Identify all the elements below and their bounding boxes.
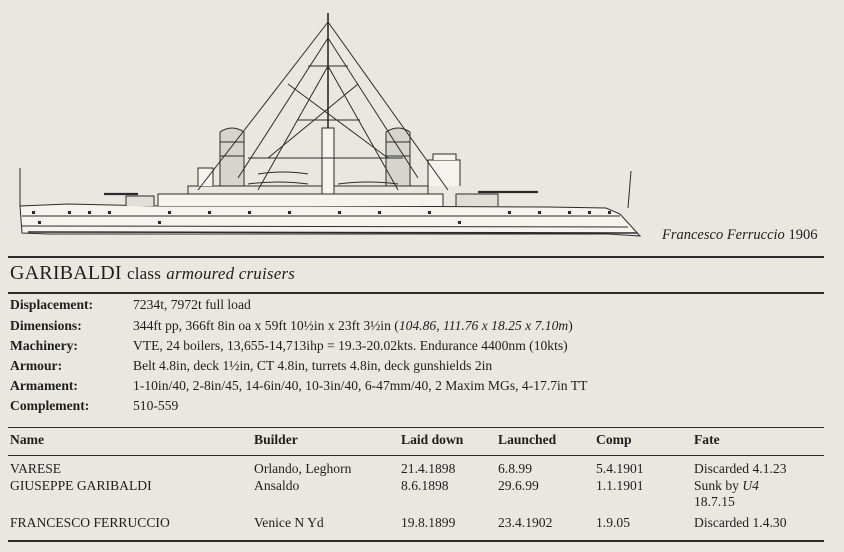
rule-under-heading [8, 292, 824, 294]
col-fate: Fate [694, 432, 720, 447]
row-builder: Venice N Yd [254, 515, 324, 530]
row-laid-down: 8.6.1898 [401, 478, 449, 493]
row-builder: Orlando, Leghorn [254, 461, 352, 476]
col-builder: Builder [254, 432, 298, 447]
row-launched: 29.6.99 [498, 478, 539, 493]
rule-above-table [8, 427, 824, 428]
col-launched: Launched [498, 432, 557, 447]
row-fate [694, 478, 759, 494]
spec-value: 510-559 [133, 398, 179, 413]
row-fate: Discarded 4.1.23 [694, 461, 787, 476]
col-comp: Comp [596, 432, 632, 447]
class-name: GARIBALDI [10, 262, 122, 284]
spec-value-close: ) [568, 318, 573, 333]
row-fate-text: Sunk by [694, 478, 743, 493]
spec-value-plain: 344ft pp, 366ft 8in oa x 59ft 10½in x 23ft 3½in ( [133, 318, 399, 333]
col-name: Name [10, 432, 44, 447]
ship-profile-drawing [8, 8, 658, 243]
spec-value: VTE, 24 boilers, 13,655-14,713ihp = 19.3-20.02kts. Endurance 4400nm (10kts) [133, 338, 568, 353]
row-launched: 6.8.99 [498, 461, 532, 476]
caption-ship-name: Francesco Ferruccio [662, 227, 785, 243]
row-comp: 1.1.1901 [596, 478, 644, 493]
spec-label: Armour: [10, 358, 63, 373]
rule-bottom [8, 540, 824, 542]
rule-under-header [8, 455, 824, 456]
row-name: FRANCESCO FERRUCCIO [10, 515, 170, 530]
spec-label: Machinery: [10, 338, 78, 353]
row-fate: Discarded 1.4.30 [694, 515, 787, 530]
spec-value: 7234t, 7972t full load [133, 297, 251, 312]
rule-top [8, 256, 824, 258]
spec-label: Dimensions: [10, 318, 82, 333]
row-builder: Ansaldo [254, 478, 300, 493]
row-comp: 1.9.05 [596, 515, 630, 530]
class-word: class [127, 264, 162, 283]
spec-label: Complement: [10, 398, 90, 413]
row-fate-date: 18.7.15 [694, 494, 735, 509]
row-name: GIUSEPPE GARIBALDI [10, 478, 152, 493]
row-comp: 5.4.1901 [596, 461, 644, 476]
class-heading [10, 262, 295, 285]
spec-value-metric: 104.86, 111.76 x 18.25 x 7.10m [398, 318, 569, 333]
spec-label: Displacement: [10, 297, 94, 312]
spec-value: 1-10in/40, 2-8in/45, 14-6in/40, 10-3in/40, 6-47mm/40, 2 Maxim MGs, 4-17.7in TT [133, 378, 588, 393]
spec-label: Armament: [10, 378, 78, 393]
row-launched: 23.4.1902 [498, 515, 553, 530]
row-laid-down: 21.4.1898 [401, 461, 456, 476]
row-name: VARESE [10, 461, 62, 476]
row-laid-down: 19.8.1899 [401, 515, 456, 530]
caption-year: 1906 [788, 227, 818, 243]
figure-caption [662, 227, 817, 244]
spec-value [133, 317, 573, 335]
col-laid-down: Laid down [401, 432, 464, 447]
row-fate-submarine: U4 [742, 478, 759, 493]
spec-value: Belt 4.8in, deck 1½in, CT 4.8in, turrets 4.8in, deck gunshields 2in [133, 358, 493, 373]
class-type: armoured cruisers [166, 264, 296, 283]
